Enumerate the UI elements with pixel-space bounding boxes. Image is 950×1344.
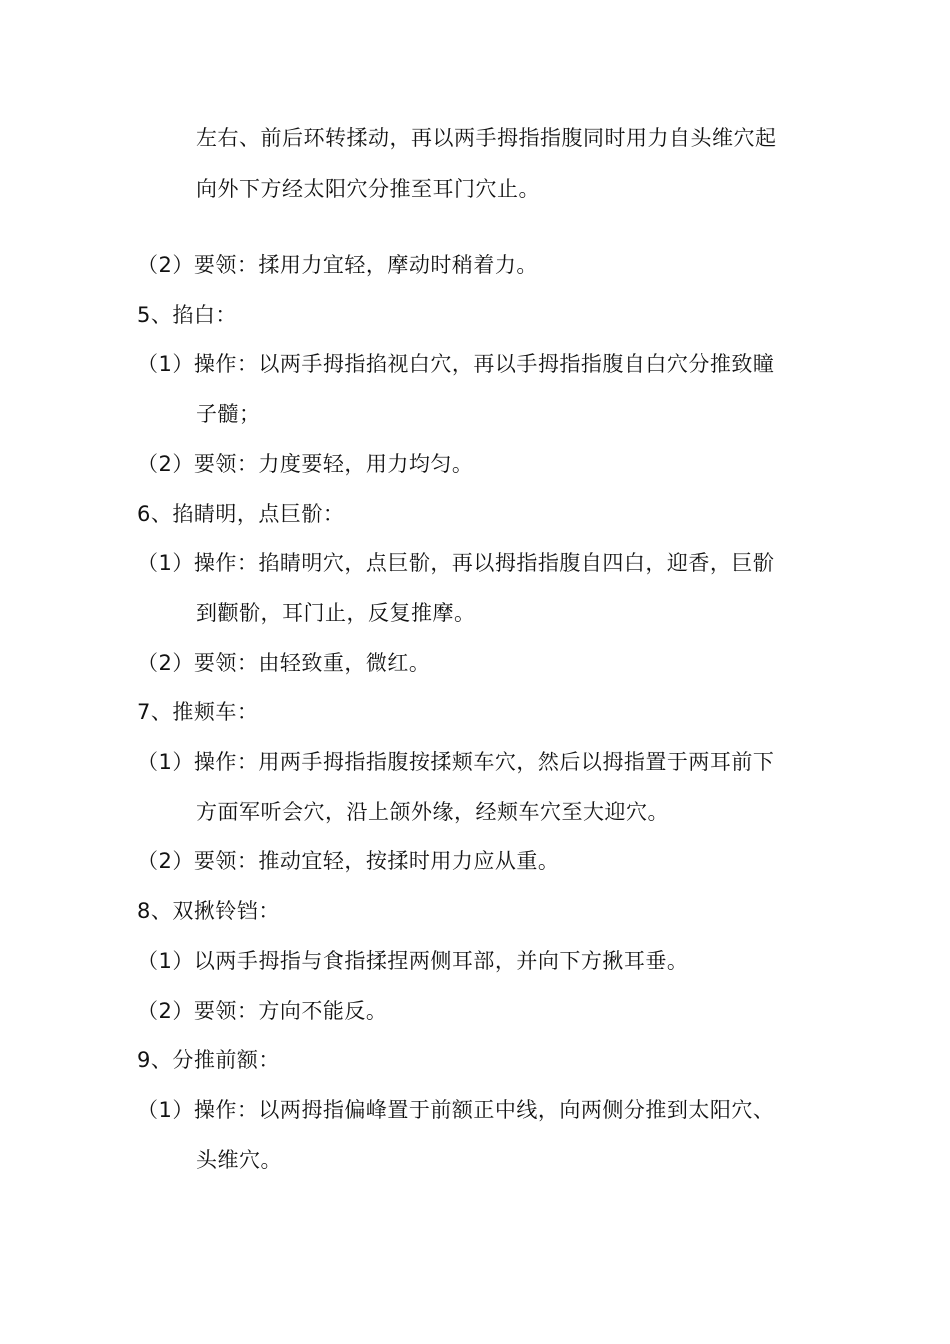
text-line: （1）操作：以两手拇指掐视白穴，再以手拇指指腹自白穴分推致瞳 xyxy=(137,352,775,376)
text-line: 左右、前后环转揉动，再以两手拇指指腹同时用力自头维穴起 xyxy=(196,126,777,150)
text-line: 子髓； xyxy=(196,402,261,426)
text-line: （2）要领：方向不能反。 xyxy=(137,999,388,1023)
text-line: （1）操作：用两手拇指指腹按揉颊车穴，然后以拇指置于两耳前下 xyxy=(137,750,775,774)
text-line: （2）要领：揉用力宜轻，摩动时稍着力。 xyxy=(137,253,538,277)
text-line: （2）要领：力度要轻，用力均匀。 xyxy=(137,452,474,476)
text-line: （1）以两手拇指与食指揉捏两侧耳部，并向下方揪耳垂。 xyxy=(137,949,689,973)
text-line: （2）要领：推动宜轻，按揉时用力应从重。 xyxy=(137,849,560,873)
text-line: （1）操作：以两拇指偏峰置于前额正中线，向两侧分推到太阳穴、 xyxy=(137,1098,775,1122)
section-heading: 5、掐白： xyxy=(137,303,237,327)
section-heading: 6、掐睛明，点巨骱： xyxy=(137,502,345,526)
text-line: 方面军听会穴，沿上颌外缘，经颊车穴至大迎穴。 xyxy=(196,800,669,824)
text-line: （2）要领：由轻致重，微红。 xyxy=(137,651,431,675)
text-line: 头维穴。 xyxy=(196,1148,282,1172)
text-line: （1）操作：掐睛明穴，点巨骱，再以拇指指腹自四白，迎香，巨骱 xyxy=(137,551,775,575)
text-line: 向外下方经太阳穴分推至耳门穴止。 xyxy=(196,177,540,201)
section-heading: 8、双揪铃铛： xyxy=(137,899,280,923)
text-line: 到颧骱，耳门止，反复推摩。 xyxy=(196,601,476,625)
section-heading: 9、分推前额： xyxy=(137,1048,280,1072)
section-heading: 7、推颊车： xyxy=(137,700,259,724)
